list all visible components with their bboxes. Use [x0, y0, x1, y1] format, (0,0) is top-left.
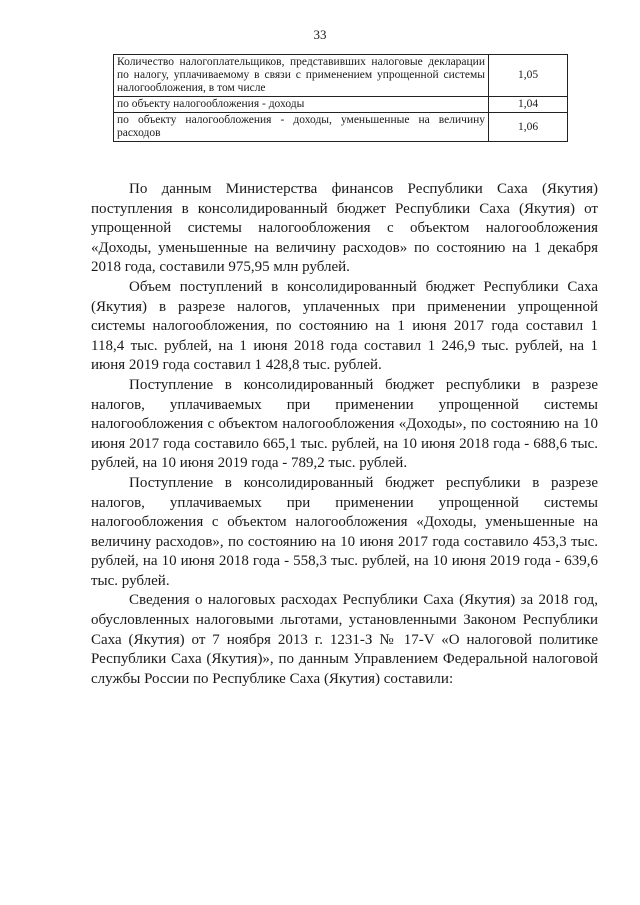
table-cell-label: Количество налогоплательщиков, представивших налоговые декларации по налогу, уплачиваемому в связи с применением упрощенной системы налогообложения, в том числе — [114, 55, 489, 97]
paragraph-income-minus-expenses: Поступление в консолидированный бюджет республики в разрезе налогов, уплачиваемых при применении упрощенной системы налогообложения с объектом налогообложения «Доходы, уменьшенные на величину расходов», по состоянию на 10 июня 2017 года составило 453,3 тыс. рублей, на 10 июня 2018 года - 558,3 тыс. рублей, на 10 июня 2019 года - 639,6 тыс. рублей. — [91, 474, 598, 589]
table-cell-value: 1,04 — [489, 97, 568, 113]
table-cell-label: по объекту налогообложения - доходы, уменьшенные на величину расходов — [114, 113, 489, 142]
table-row — [114, 97, 568, 113]
table-cell-label: по объекту налогообложения - доходы — [114, 97, 489, 113]
table-row — [114, 55, 568, 97]
paragraph-finance-ministry: По данным Министерства финансов Республики Саха (Якутия) поступления в консолидированный бюджет Республики Саха (Якутия) от упрощенной системы налогообложения с объектом налогообложения «Доходы, уменьшенные на величину расходов» по состоянию на 1 декабря 2018 года, составили 975,95 млн рублей. — [91, 181, 598, 276]
statistics-table — [113, 54, 568, 142]
paragraph-tax-expenditures: Сведения о налоговых расходах Республики Саха (Якутия) за 2018 год, обусловленных налоговыми льготами, установленными Законом Республики Саха (Якутия) от 7 ноября 2013 г. 1231-З № 17-V «О налоговой политике Республики Саха (Якутия)», по данным Управлением Федеральной налоговой службы России по Республике Саха (Якутия) составили: — [91, 592, 598, 687]
paragraph-revenue-volume: Объем поступлений в консолидированный бюджет Республики Саха (Якутия) в разрезе налогов, уплаченных при применении упрощенной системы налогообложения, по состоянию на 1 июня 2017 года составил 1 118,4 тыс. рублей, на 1 июня 2018 года составил 1 246,9 тыс. рублей, на 1 июня 2019 года составил 1 428,8 тыс. рублей. — [91, 278, 598, 374]
table-cell-value: 1,05 — [489, 55, 568, 97]
paragraph-income-object: Поступление в консолидированный бюджет республики в разрезе налогов, уплачиваемых при применении упрощенной системы налогообложения с объектом налогообложения «Доходы», по состоянию на 10 июня 2017 года составило 665,1 тыс. рублей, на 10 июня 2018 года - 688,6 тыс. рублей, на 10 июня 2019 года - 789,2 тыс. рублей. — [91, 376, 598, 472]
table-cell-value: 1,06 — [489, 113, 568, 142]
document-body — [91, 180, 598, 689]
page-number: 33 — [313, 27, 327, 42]
table-row — [114, 113, 568, 142]
